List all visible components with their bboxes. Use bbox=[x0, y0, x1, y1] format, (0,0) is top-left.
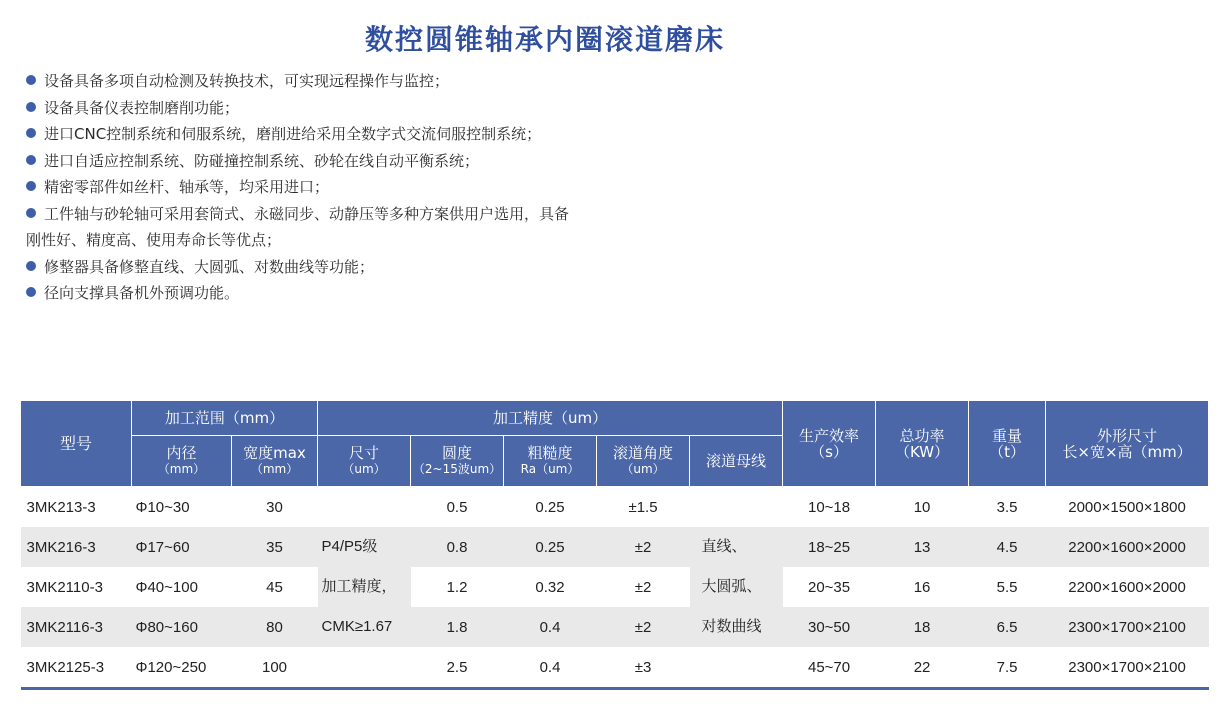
bullet-icon bbox=[26, 128, 36, 138]
feature-item: 精密零部件如丝杆、轴承等，均采用进口； bbox=[26, 174, 726, 201]
cell-roughness: 0.32 bbox=[504, 567, 597, 607]
header-model: 型号 bbox=[21, 401, 132, 487]
cell-efficiency: 30~50 bbox=[783, 607, 876, 647]
bullet-icon bbox=[26, 208, 36, 218]
cell-width: 35 bbox=[232, 527, 318, 567]
cell-size bbox=[318, 487, 411, 528]
bullet-icon bbox=[26, 181, 36, 191]
cell-weight: 7.5 bbox=[969, 647, 1046, 689]
cell-roughness: 0.4 bbox=[504, 647, 597, 689]
header-raceway-angle: 滚道角度 （um） bbox=[597, 436, 690, 487]
header-efficiency: 生产效率 （s） bbox=[783, 401, 876, 487]
table-row bbox=[21, 487, 1209, 528]
cell-width: 45 bbox=[232, 567, 318, 607]
header-precision: 加工精度（um） bbox=[318, 401, 783, 436]
feature-item: 进口CNC控制系统和伺服系统，磨削进给采用全数字式交流伺服控制系统； bbox=[26, 121, 726, 148]
cell-inner: Φ17~60 bbox=[132, 527, 232, 567]
cell-weight: 4.5 bbox=[969, 527, 1046, 567]
bullet-icon bbox=[26, 155, 36, 165]
cell-model: 3MK2110-3 bbox=[21, 567, 132, 607]
cell-dims: 2200×1600×2000 bbox=[1046, 567, 1209, 607]
cell-weight: 5.5 bbox=[969, 567, 1046, 607]
feature-item: 径向支撑具备机外预调功能。 bbox=[26, 280, 726, 307]
cell-model: 3MK2125-3 bbox=[21, 647, 132, 689]
bullet-icon bbox=[26, 102, 36, 112]
cell-weight: 3.5 bbox=[969, 487, 1046, 528]
feature-item: 设备具备仪表控制磨削功能； bbox=[26, 95, 726, 122]
feature-item: 进口自适应控制系统、防碰撞控制系统、砂轮在线自动平衡系统； bbox=[26, 148, 726, 175]
header-dimensions: 外形尺寸 长×宽×高（mm） bbox=[1046, 401, 1209, 487]
cell-model: 3MK213-3 bbox=[21, 487, 132, 528]
bullet-icon bbox=[26, 261, 36, 271]
cell-dims: 2300×1700×2100 bbox=[1046, 647, 1209, 689]
cell-width: 30 bbox=[232, 487, 318, 528]
feature-item: 设备具备多项自动检测及转换技术，可实现远程操作与监控； bbox=[26, 68, 726, 95]
cell-weight: 6.5 bbox=[969, 607, 1046, 647]
cell-angle: ±2 bbox=[597, 567, 690, 607]
cell-roundness: 0.5 bbox=[411, 487, 504, 528]
cell-model: 3MK2116-3 bbox=[21, 607, 132, 647]
table-row bbox=[21, 567, 1209, 607]
feature-item-continuation: 刚性好、精度高、使用寿命长等优点； bbox=[26, 231, 282, 249]
cell-power: 13 bbox=[876, 527, 969, 567]
header-power: 总功率 （KW） bbox=[876, 401, 969, 487]
header-size: 尺寸 （um） bbox=[318, 436, 411, 487]
feature-list bbox=[26, 68, 726, 307]
cell-efficiency: 18~25 bbox=[783, 527, 876, 567]
header-roundness: 圆度 （2~15波um） bbox=[411, 436, 504, 487]
cell-roundness: 1.2 bbox=[411, 567, 504, 607]
cell-power: 10 bbox=[876, 487, 969, 528]
table-row bbox=[21, 647, 1209, 689]
cell-power: 22 bbox=[876, 647, 969, 689]
cell-inner: Φ120~250 bbox=[132, 647, 232, 689]
header-inner-diameter: 内径 （mm） bbox=[132, 436, 232, 487]
bullet-icon bbox=[26, 287, 36, 297]
cell-roundness: 1.8 bbox=[411, 607, 504, 647]
header-raceway-generatrix: 滚道母线 bbox=[690, 436, 783, 487]
cell-angle: ±3 bbox=[597, 647, 690, 689]
bullet-icon bbox=[26, 75, 36, 85]
cell-angle: ±2 bbox=[597, 607, 690, 647]
cell-inner: Φ80~160 bbox=[132, 607, 232, 647]
cell-inner: Φ10~30 bbox=[132, 487, 232, 528]
header-weight: 重量 （t） bbox=[969, 401, 1046, 487]
cell-generatrix bbox=[690, 487, 783, 528]
cell-generatrix bbox=[690, 647, 783, 689]
cell-width: 100 bbox=[232, 647, 318, 689]
cell-size-merged: P4/P5级 加工精度， CMK≥1.67 bbox=[318, 527, 411, 647]
spec-table bbox=[20, 400, 1209, 690]
header-machining-range: 加工范围（mm） bbox=[132, 401, 318, 436]
cell-dims: 2200×1600×2000 bbox=[1046, 527, 1209, 567]
feature-item: 工件轴与砂轮轴可采用套筒式、永磁同步、动静压等多种方案供用户选用，具备 bbox=[26, 201, 726, 228]
cell-angle: ±1.5 bbox=[597, 487, 690, 528]
cell-roundness: 2.5 bbox=[411, 647, 504, 689]
cell-roughness: 0.25 bbox=[504, 527, 597, 567]
table-row bbox=[21, 527, 1209, 567]
cell-power: 18 bbox=[876, 607, 969, 647]
table-row bbox=[21, 607, 1209, 647]
cell-generatrix-merged: 直线、 大圆弧、 对数曲线 bbox=[690, 527, 783, 647]
feature-item: 修整器具备修整直线、大圆弧、对数曲线等功能； bbox=[26, 254, 726, 281]
header-width: 宽度max （mm） bbox=[232, 436, 318, 487]
cell-efficiency: 10~18 bbox=[783, 487, 876, 528]
cell-roundness: 0.8 bbox=[411, 527, 504, 567]
cell-model: 3MK216-3 bbox=[21, 527, 132, 567]
header-roughness: 粗糙度 Ra（um） bbox=[504, 436, 597, 487]
cell-size bbox=[318, 647, 411, 689]
cell-roughness: 0.25 bbox=[504, 487, 597, 528]
page-title: 数控圆锥轴承内圈滚道磨床 bbox=[364, 23, 725, 56]
cell-power: 16 bbox=[876, 567, 969, 607]
cell-dims: 2000×1500×1800 bbox=[1046, 487, 1209, 528]
cell-efficiency: 45~70 bbox=[783, 647, 876, 689]
cell-roughness: 0.4 bbox=[504, 607, 597, 647]
cell-dims: 2300×1700×2100 bbox=[1046, 607, 1209, 647]
cell-width: 80 bbox=[232, 607, 318, 647]
cell-angle: ±2 bbox=[597, 527, 690, 567]
cell-efficiency: 20~35 bbox=[783, 567, 876, 607]
cell-inner: Φ40~100 bbox=[132, 567, 232, 607]
